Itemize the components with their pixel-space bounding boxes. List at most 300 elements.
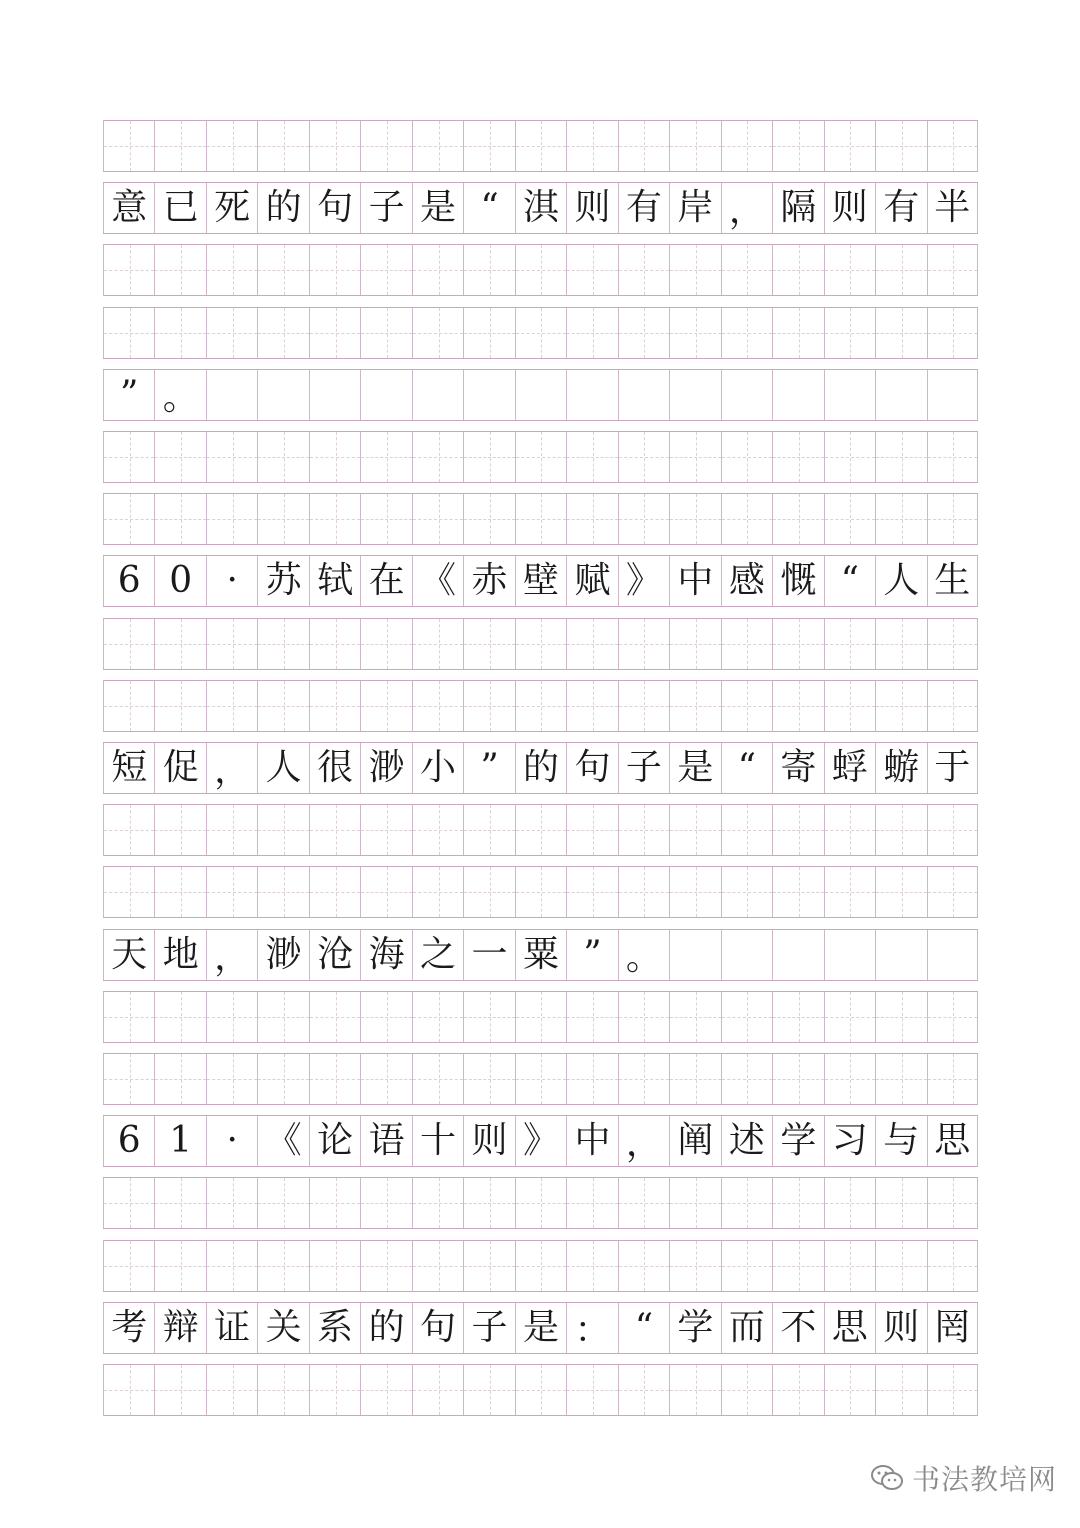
character: 淇 (522, 187, 559, 228)
guide-line (722, 146, 772, 147)
grid-cell (669, 183, 720, 233)
character: 寄 (780, 747, 817, 788)
character: 蝣 (883, 747, 920, 788)
guide-line (825, 892, 875, 893)
grid-cell (257, 1116, 308, 1166)
guide-line (104, 519, 154, 520)
grid-cell (257, 805, 308, 855)
grid-cell (824, 1241, 875, 1291)
grid-cell (669, 1116, 720, 1166)
guide-line (516, 333, 566, 334)
guide-line (722, 892, 772, 893)
grid-cell (721, 1178, 772, 1228)
character: 海 (368, 934, 405, 975)
grid-cell (824, 183, 875, 233)
guide-line (619, 519, 669, 520)
guide-line (670, 1390, 720, 1391)
character: 学 (677, 1307, 714, 1348)
guide-line (258, 519, 308, 520)
character: 十 (420, 1120, 457, 1161)
guide-line (310, 146, 360, 147)
character: 0 (169, 560, 193, 601)
grid-cell (927, 432, 978, 482)
grid-cell (875, 183, 926, 233)
guide-line (155, 270, 205, 271)
character: 罔 (934, 1307, 971, 1348)
grid-cell (515, 1116, 566, 1166)
guide-line (155, 333, 205, 334)
grid-cell (515, 1303, 566, 1353)
grid-cell (721, 743, 772, 793)
grid-cell (463, 494, 514, 544)
grid-cell (566, 992, 617, 1042)
grid-cell (875, 1365, 926, 1415)
grid-cell (463, 370, 514, 420)
guide-line (258, 270, 308, 271)
grid-cell (154, 805, 205, 855)
character: 是 (420, 187, 457, 228)
grid-cell (618, 1116, 669, 1166)
grid-cell (154, 1303, 205, 1353)
grid-cell (618, 992, 669, 1042)
character: 赤 (471, 560, 508, 601)
guide-line (310, 333, 360, 334)
character: ， (214, 750, 251, 791)
grid-cell (772, 1116, 823, 1166)
grid-cell (103, 743, 154, 793)
grid-cell (927, 494, 978, 544)
grid-cell (618, 494, 669, 544)
guide-line (516, 892, 566, 893)
grid-cell (360, 432, 411, 482)
grid-cell (103, 805, 154, 855)
guide-line (567, 892, 617, 893)
guide-line (722, 1390, 772, 1391)
grid-cell (206, 308, 257, 358)
grid-cell (669, 245, 720, 295)
character: ， (214, 937, 251, 978)
guide-line (619, 270, 669, 271)
guide-line (104, 830, 154, 831)
grid-cell (463, 743, 514, 793)
grid-cell (566, 1365, 617, 1415)
grid-cell (257, 370, 308, 420)
grid-cell (463, 992, 514, 1042)
character: ” (583, 934, 602, 975)
guide-line (773, 1266, 823, 1267)
guide-line (567, 1390, 617, 1391)
grid-cell (669, 1054, 720, 1104)
grid-cell (257, 992, 308, 1042)
guide-line (773, 830, 823, 831)
guide-line (516, 146, 566, 147)
character: “ (737, 747, 757, 788)
grid-cell (875, 619, 926, 669)
guide-line (413, 892, 463, 893)
guide-line (516, 1079, 566, 1080)
grid-cell (412, 805, 463, 855)
grid-cell (875, 681, 926, 731)
grid-cell (463, 245, 514, 295)
grid-cell (772, 556, 823, 606)
character: 有 (883, 187, 920, 228)
guide-line (464, 1266, 514, 1267)
guide-line (361, 830, 411, 831)
grid-cell (772, 432, 823, 482)
guide-line (104, 1079, 154, 1080)
grid-cell (669, 619, 720, 669)
character: “ (480, 187, 499, 228)
grid-cell (412, 494, 463, 544)
character: 有 (625, 187, 662, 228)
grid-cell (206, 432, 257, 482)
character: 赋 (574, 560, 611, 601)
character: 《 (420, 560, 457, 601)
grid-cell (824, 1365, 875, 1415)
grid-cell (824, 1178, 875, 1228)
wechat-icon (870, 1464, 904, 1492)
grid-cell (772, 867, 823, 917)
guide-line (928, 830, 977, 831)
grid-cell (515, 432, 566, 482)
guide-line (722, 644, 772, 645)
grid-cell (927, 992, 978, 1042)
grid-cell (309, 370, 360, 420)
grid-cell (412, 992, 463, 1042)
grid-cell (515, 494, 566, 544)
grid-cell (463, 308, 514, 358)
blank-row (103, 991, 978, 1043)
grid-cell (824, 556, 875, 606)
grid-cell (772, 370, 823, 420)
grid-cell (875, 1116, 926, 1166)
guide-line (207, 1390, 257, 1391)
grid-cell (927, 121, 978, 171)
grid-cell (927, 1116, 978, 1166)
guide-line (413, 146, 463, 147)
grid-cell (154, 681, 205, 731)
guide-line (155, 1079, 205, 1080)
guide-line (567, 644, 617, 645)
guide-line (464, 333, 514, 334)
grid-cell (103, 556, 154, 606)
grid-cell (515, 992, 566, 1042)
character: 与 (883, 1120, 920, 1161)
grid-cell (824, 370, 875, 420)
grid-cell (824, 1054, 875, 1104)
guide-line (670, 270, 720, 271)
guide-line (516, 270, 566, 271)
grid-cell (206, 556, 257, 606)
character: 子 (625, 747, 662, 788)
guide-line (207, 457, 257, 458)
grid-cell (772, 1054, 823, 1104)
character: 述 (728, 1120, 765, 1161)
character: 系 (317, 1307, 354, 1348)
grid-cell (721, 370, 772, 420)
guide-line (310, 1266, 360, 1267)
guide-line (207, 1079, 257, 1080)
guide-line (310, 519, 360, 520)
guide-line (310, 830, 360, 831)
guide-line (104, 1266, 154, 1267)
guide-line (207, 519, 257, 520)
grid-cell (412, 308, 463, 358)
grid-cell (515, 1241, 566, 1291)
grid-cell (618, 1178, 669, 1228)
guide-line (773, 644, 823, 645)
guide-line (361, 1079, 411, 1080)
guide-line (464, 1203, 514, 1204)
guide-line (670, 644, 720, 645)
grid-cell (360, 1116, 411, 1166)
guide-line (104, 892, 154, 893)
guide-line (876, 519, 926, 520)
guide-line (155, 519, 205, 520)
grid-cell (772, 121, 823, 171)
grid-cell (412, 121, 463, 171)
grid-cell (463, 619, 514, 669)
guide-line (361, 644, 411, 645)
grid-cell (824, 743, 875, 793)
guide-line (361, 1390, 411, 1391)
grid-cell (927, 370, 978, 420)
grid-cell (206, 805, 257, 855)
grid-cell (927, 867, 978, 917)
grid-cell (360, 1303, 411, 1353)
guide-line (928, 1079, 977, 1080)
grid-cell (206, 1116, 257, 1166)
grid-cell (566, 805, 617, 855)
grid-cell (927, 681, 978, 731)
guide-line (464, 644, 514, 645)
grid-cell (721, 1303, 772, 1353)
grid-cell (257, 494, 308, 544)
guide-line (825, 1079, 875, 1080)
grid-cell (772, 245, 823, 295)
grid-cell (669, 121, 720, 171)
character: 苏 (265, 560, 302, 601)
grid-cell (618, 1054, 669, 1104)
guide-line (567, 1079, 617, 1080)
grid-cell (309, 805, 360, 855)
blank-row (103, 866, 978, 918)
character: 感 (728, 560, 765, 601)
grid-cell (772, 681, 823, 731)
guide-line (722, 270, 772, 271)
character: ： (574, 1310, 611, 1351)
blank-row (103, 1364, 978, 1416)
guide-line (155, 892, 205, 893)
guide-line (155, 706, 205, 707)
guide-line (670, 1017, 720, 1018)
grid-cell (927, 619, 978, 669)
guide-line (155, 1266, 205, 1267)
grid-cell (721, 556, 772, 606)
grid-cell (566, 867, 617, 917)
grid-cell (206, 930, 257, 980)
grid-cell (412, 930, 463, 980)
grid-cell (103, 992, 154, 1042)
guide-line (516, 830, 566, 831)
grid-cell (412, 1116, 463, 1166)
grid-cell (257, 867, 308, 917)
character: 慨 (780, 560, 817, 601)
grid-cell (824, 432, 875, 482)
grid-cell (669, 308, 720, 358)
text-row (103, 1115, 978, 1167)
grid-cell (309, 743, 360, 793)
guide-line (310, 644, 360, 645)
guide-line (207, 892, 257, 893)
guide-line (670, 892, 720, 893)
grid-cell (463, 1054, 514, 1104)
guide-line (825, 333, 875, 334)
character: 意 (111, 187, 148, 228)
character: 》 (625, 560, 662, 601)
grid-cell (566, 1241, 617, 1291)
grid-cell (412, 1178, 463, 1228)
grid-cell (515, 1178, 566, 1228)
blank-row (103, 1177, 978, 1229)
guide-line (773, 270, 823, 271)
character: 思 (934, 1120, 971, 1161)
grid-cell (257, 930, 308, 980)
guide-line (258, 892, 308, 893)
grid-cell (721, 432, 772, 482)
guide-line (619, 830, 669, 831)
guide-line (876, 1390, 926, 1391)
guide-line (619, 146, 669, 147)
grid-cell (927, 183, 978, 233)
grid-cell (463, 1365, 514, 1415)
character: ” (120, 374, 139, 415)
guide-line (567, 1203, 617, 1204)
guide-line (928, 1203, 977, 1204)
grid-cell (721, 245, 772, 295)
guide-line (361, 706, 411, 707)
guide-line (567, 146, 617, 147)
grid-cell (824, 619, 875, 669)
guide-line (104, 644, 154, 645)
guide-line (207, 1017, 257, 1018)
guide-line (876, 1079, 926, 1080)
grid-cell (309, 1241, 360, 1291)
grid-cell (772, 805, 823, 855)
grid-cell (257, 121, 308, 171)
guide-line (207, 1266, 257, 1267)
grid-cell (721, 681, 772, 731)
grid-cell (515, 308, 566, 358)
grid-cell (309, 1365, 360, 1415)
grid-cell (309, 494, 360, 544)
grid-cell (875, 1054, 926, 1104)
grid-cell (154, 930, 205, 980)
character: 一 (471, 934, 508, 975)
guide-line (773, 1079, 823, 1080)
guide-line (928, 146, 977, 147)
character: 小 (420, 747, 457, 788)
guide-line (670, 333, 720, 334)
guide-line (464, 519, 514, 520)
grid-cell (566, 432, 617, 482)
grid-cell (824, 245, 875, 295)
grid-cell (618, 1303, 669, 1353)
guide-line (155, 146, 205, 147)
grid-cell (772, 1365, 823, 1415)
grid-cell (360, 1241, 411, 1291)
grid-cell (618, 930, 669, 980)
grid-cell (309, 121, 360, 171)
guide-line (619, 706, 669, 707)
text-row (103, 742, 978, 794)
guide-line (464, 270, 514, 271)
grid-cell (360, 245, 411, 295)
guide-line (928, 1390, 977, 1391)
character: · (226, 1120, 238, 1161)
grid-cell (669, 1241, 720, 1291)
grid-cell (721, 867, 772, 917)
guide-line (876, 1266, 926, 1267)
grid-cell (566, 308, 617, 358)
grid-cell (154, 1365, 205, 1415)
grid-cell (309, 556, 360, 606)
grid-cell (257, 556, 308, 606)
grid-cell (412, 432, 463, 482)
grid-cell (206, 183, 257, 233)
guide-line (361, 146, 411, 147)
grid-cell (875, 930, 926, 980)
grid-cell (103, 308, 154, 358)
guide-line (516, 1390, 566, 1391)
guide-line (773, 146, 823, 147)
grid-cell (515, 245, 566, 295)
guide-line (516, 457, 566, 458)
grid-cell (463, 183, 514, 233)
guide-line (104, 146, 154, 147)
grid-cell (309, 619, 360, 669)
grid-cell (103, 245, 154, 295)
character: 句 (317, 187, 354, 228)
guide-line (876, 1017, 926, 1018)
blank-row (103, 804, 978, 856)
grid-cell (824, 121, 875, 171)
guide-line (258, 1203, 308, 1204)
grid-cell (772, 992, 823, 1042)
guide-line (928, 1266, 977, 1267)
grid-cell (875, 494, 926, 544)
grid-cell (103, 494, 154, 544)
character: 论 (317, 1120, 354, 1161)
grid-cell (103, 121, 154, 171)
grid-cell (618, 121, 669, 171)
character: 岸 (677, 187, 714, 228)
guide-line (361, 333, 411, 334)
blank-row (103, 493, 978, 545)
guide-line (670, 519, 720, 520)
grid-cell (463, 867, 514, 917)
grid-cell (206, 370, 257, 420)
character: 天 (111, 934, 148, 975)
character: 则 (471, 1120, 508, 1161)
guide-line (155, 830, 205, 831)
grid-cell (360, 494, 411, 544)
guide-line (361, 1203, 411, 1204)
guide-line (258, 1390, 308, 1391)
grid-cell (103, 619, 154, 669)
grid-cell (360, 930, 411, 980)
grid-cell (257, 1303, 308, 1353)
